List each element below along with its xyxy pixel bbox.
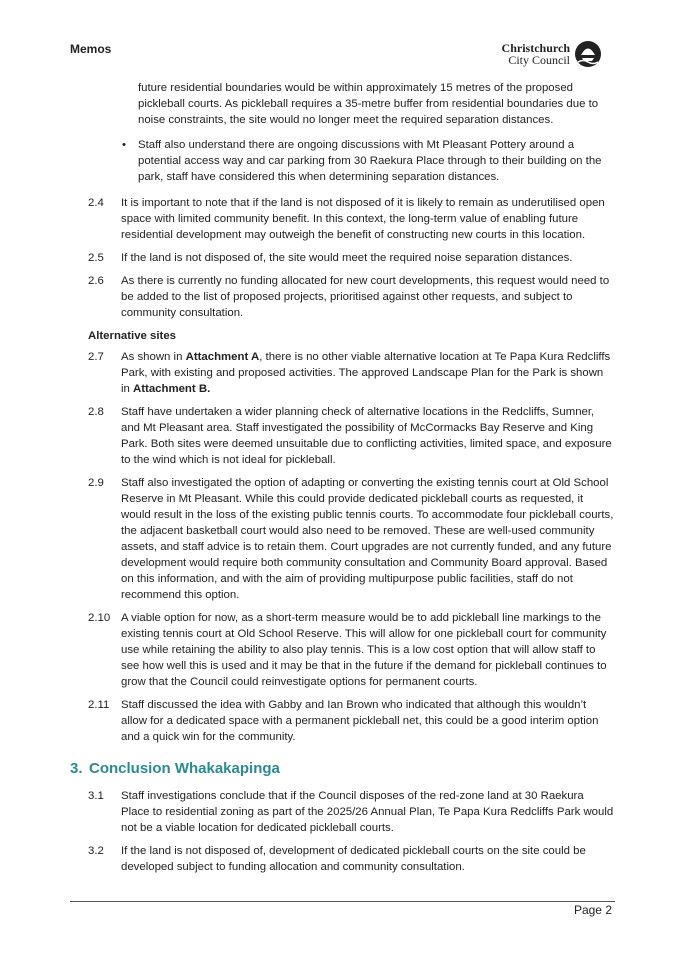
paragraph-2-11: 2.11 Staff discussed the idea with Gabby and Ian Brown who indicated that although this wouldn’t allow for a dedicated space with a permanent pickleball net, this could be a good interim option and a quick win for the community.: [88, 699, 599, 743]
footer-divider: [70, 901, 615, 902]
paragraph-2-6: 2.6 As there is currently no funding allocated for new court developments, this request would need to be added to the list of proposed projects, prioritised against other requests, and subject to community consultation.: [88, 275, 610, 319]
attachment-b-ref: Attachment B.: [133, 383, 211, 395]
logo-line-1: Christchurch: [501, 41, 570, 55]
paragraph-2-4: 2.4 It is important to note that if the land is not disposed of it is likely to remain as underutilised open space with limited community benefit. In this context, the long-term value of enabling future residential development may outweigh the benefit of constructing new courts in this location.: [88, 197, 605, 241]
paragraph-2-9: 2.9 Staff also investigated the option of adapting or converting the existing tennis court at Old School Reserve in Mt Pleasant. While this could provide dedicated pickleball courts as requested, it would result in the loss of the existing public tennis courts. To accommodate four pickleball courts, the adjacent basketball court would also need to be removed. These are well-used community assets, and staff advice is to retain them. Court upgrades are not currently funded, and any future development would require both community consultation and Community Board approval. Based on this information, and with the aim of providing multipurpose public facilities, staff do not recommend this option.: [88, 477, 614, 601]
paragraph-2-7: 2.7 As shown in Attachment A, there is no other viable alternative location at Te Papa Kura Redcliffs Park, with existing and proposed activities. The approved Landscape Plan for the Park is shown in Attachment B.: [88, 351, 611, 395]
section-heading-conclusion: 3. Conclusion Whakakapinga: [70, 760, 280, 777]
attachment-a-ref: Attachment A: [185, 351, 260, 363]
paragraph-2-8: 2.8 Staff have undertaken a wider planning check of alternative locations in the Redcliffs, Sumner, and Mt Pleasant area. Staff investigated the possibility of McCormacks Bay Reserve and King Park. Both sites were deemed unsuitable due to conflicting activities, limited space, and exposure to the wind which is not ideal for pickleball.: [88, 406, 612, 466]
header-title: Memos: [70, 42, 112, 56]
memo-body: [70, 80, 615, 882]
continuation-paragraph: future residential boundaries would be within approximately 15 metres of the proposed pickleball courts. As pickleball requires a 35-metre buffer from residential boundaries due to noise constraints, the site would no longer meet the required separation distances.: [138, 82, 599, 126]
logo-line-2: City Council: [508, 53, 570, 67]
bullet-text: Staff also understand there are ongoing discussions with Mt Pleasant Pottery around a potential access way and car parking from 30 Raekura Place through to their building on the park, staff have considered this when determining separation distances.: [138, 139, 602, 183]
council-logo: [496, 40, 602, 70]
bullet-item: [70, 137, 615, 185]
paragraph-3-1: 3.1 Staff investigations conclude that if the Council disposes of the red-zone land at 30 Raekura Place to residential zoning as part of the 2025/26 Annual Plan, Te Papa Kura Redcliffs Park would not be a viable location for dedicated pickleball courts.: [88, 790, 614, 834]
bullet-dot-icon: •: [122, 139, 126, 151]
page-number: Page 2: [573, 903, 612, 917]
paragraph-3-2: 3.2 If the land is not disposed of, development of dedicated pickleball courts on the site could be developed subject to funding allocation and community consultation.: [88, 845, 586, 873]
subheading-alternative-sites: Alternative sites: [88, 330, 176, 342]
paragraph-2-10: 2.10 A viable option for now, as a short-term measure would be to add pickleball line markings to the existing tennis court at Old School Reserve. This will allow for one pickleball court for community use while retaining the ability to also play tennis. This is a low cost option that will allow staff to see how well this is used and it may be that in the future if the demand for pickleball continues to grow that the Council could reinvestigate options for permanent courts.: [88, 612, 607, 688]
paragraph-2-5: 2.5 If the land is not disposed of, the site would meet the required noise separation distances.: [88, 252, 573, 264]
council-crest-icon: [574, 40, 602, 68]
